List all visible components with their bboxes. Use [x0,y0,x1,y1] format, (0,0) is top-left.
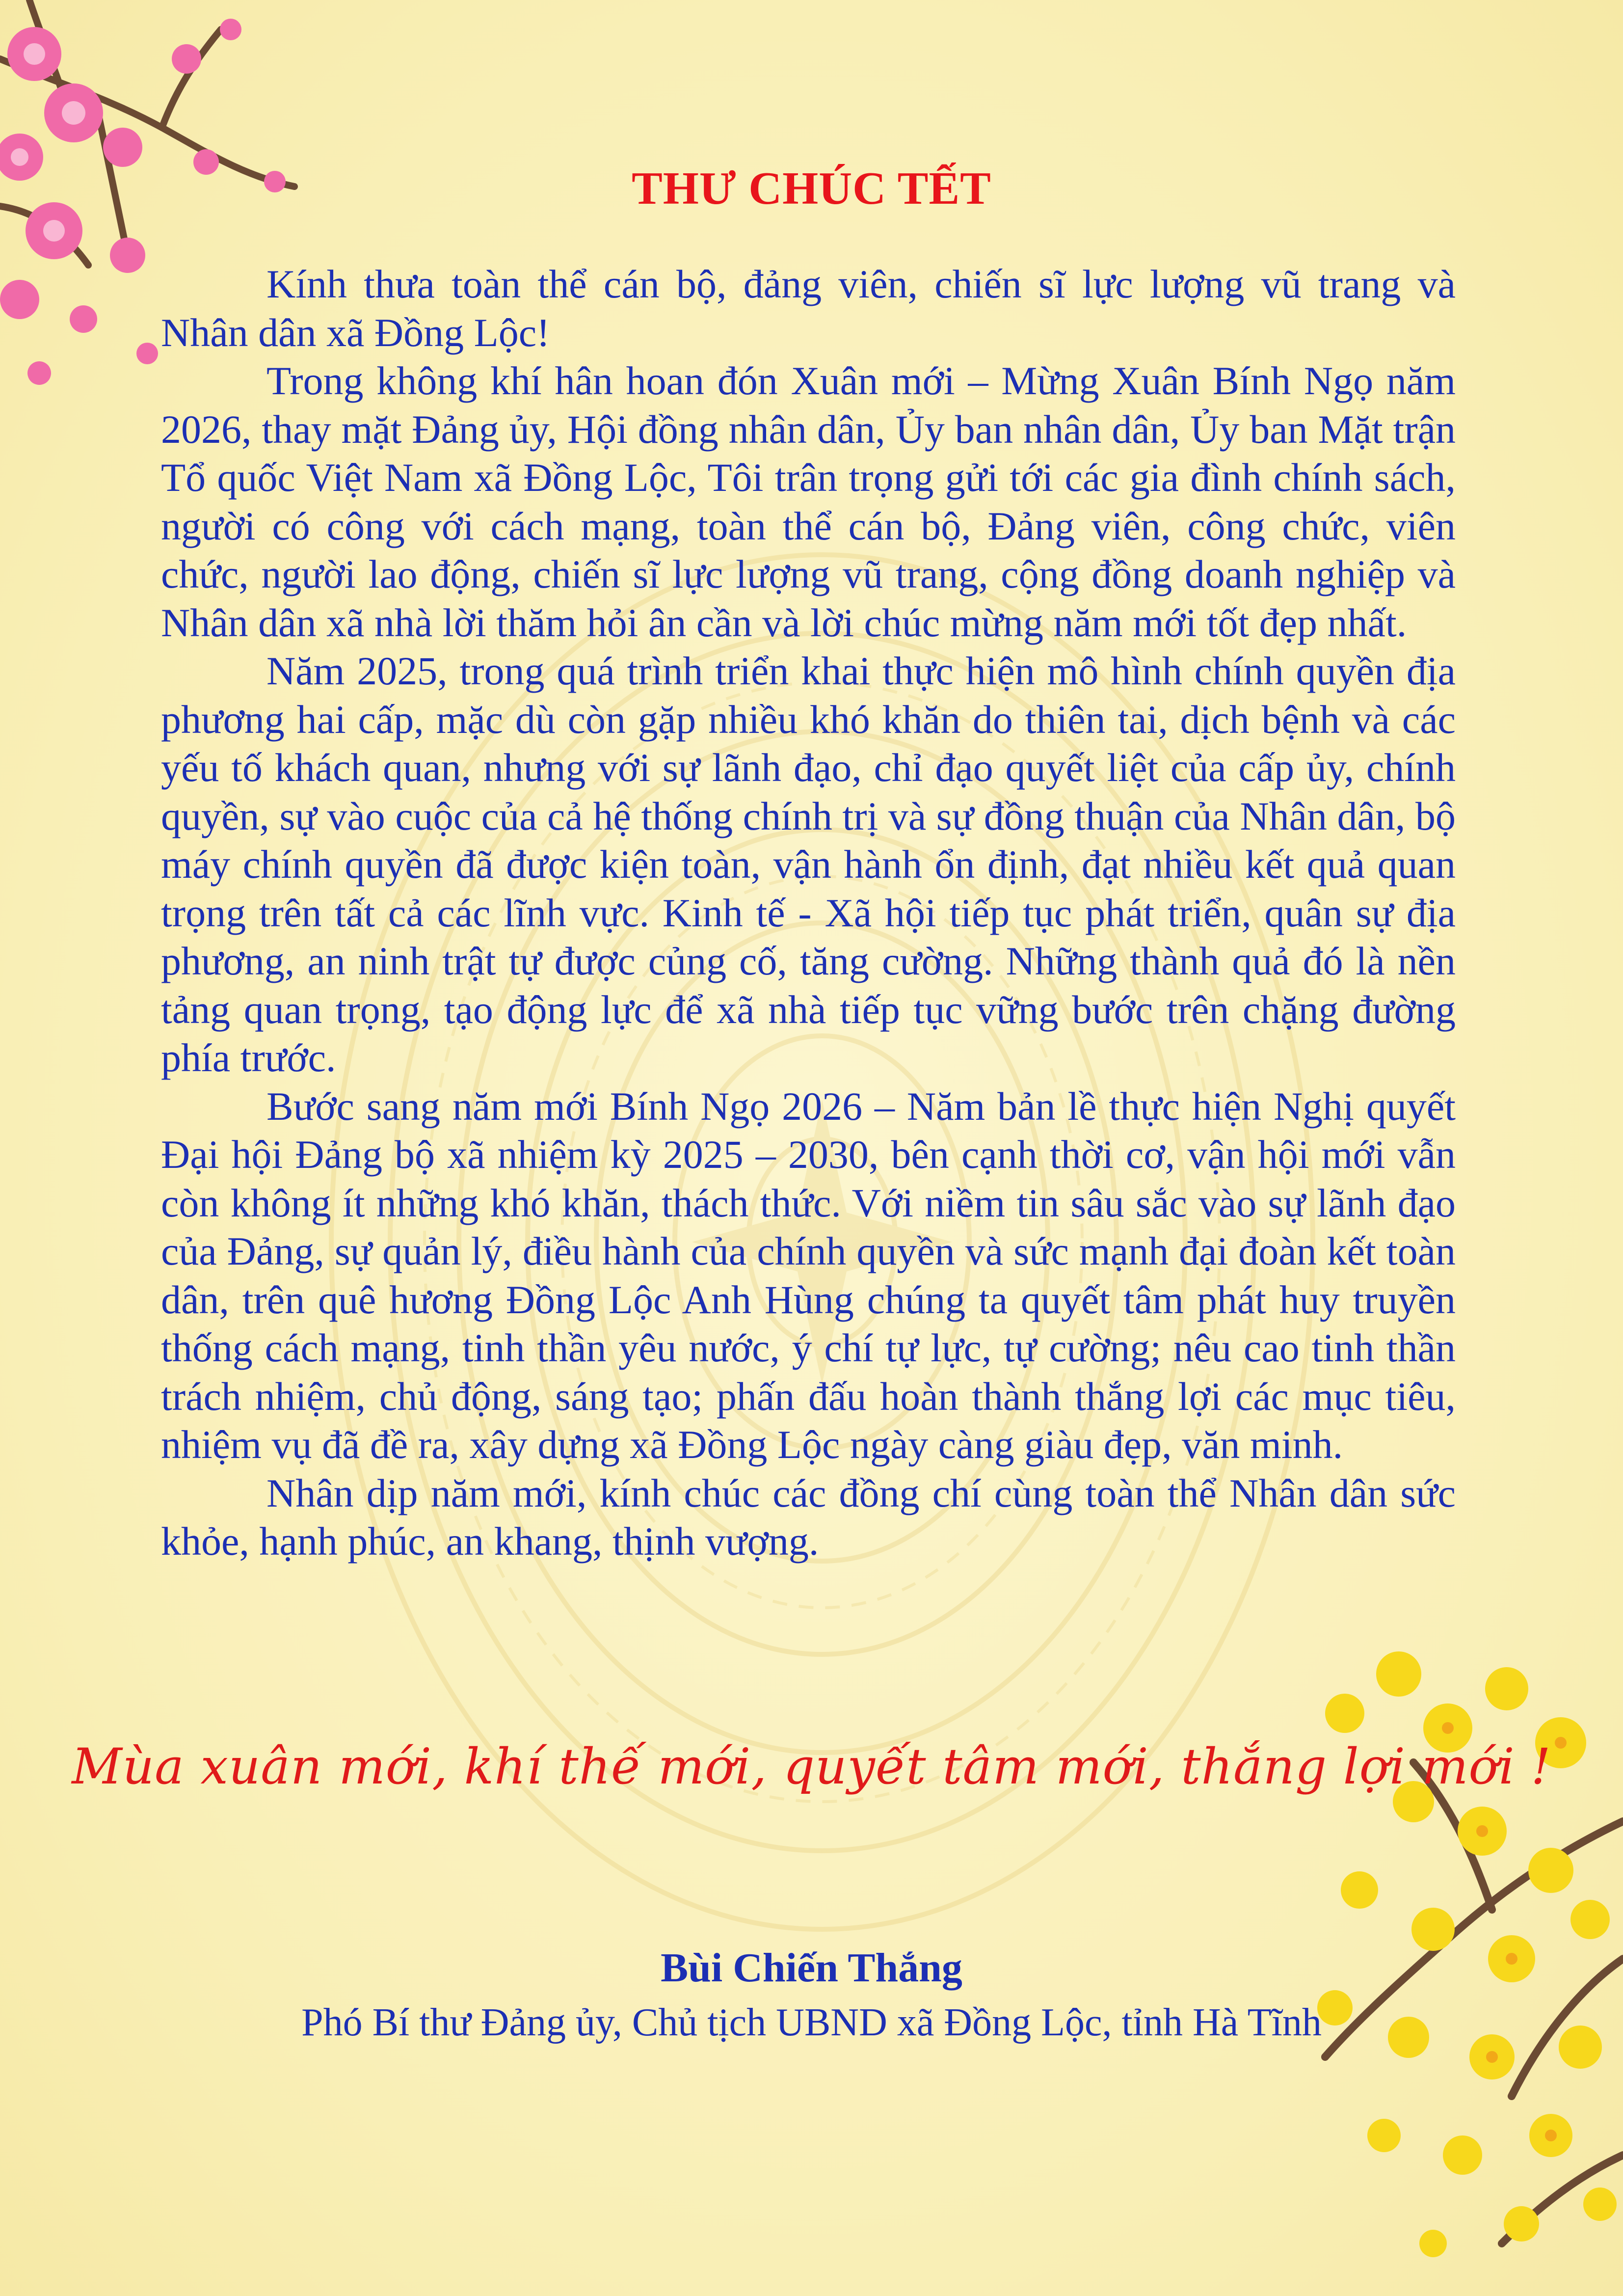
body-paragraph: Năm 2025, trong quá trình triển khai thực hiện mô hình chính quyền địa phương hai cấp, mặc dù còn gặp nhiều khó khăn do thiên tai, dịch bệnh và các yếu tố khách quan, nhưng với sự lãnh đạo, chỉ đạo quyết liệt của cấp ủy, chính quyền, sự vào cuộc của cả hệ thống chính trị và sự đồng thuận của Nhân dân, bộ máy chính quyền đã được kiện toàn, vận hành ổn định, đạt nhiều kết quả quan trọng trên tất cả các lĩnh vực. Kinh tế - Xã hội tiếp tục phát triển, quân sự địa phương, an ninh trật tự được củng cố, tăng cường. Những thành quả đó là nền tảng quan trọng, tạo động lực để xã nhà tiếp tục vững bước trên chặng đường phía trước. [161,648,1456,1080]
signer-title: Phó Bí thư Đảng ủy, Chủ tịch UBND xã Đồng Lộc, tỉnh Hà Tĩnh [301,2001,1322,2044]
closing-wish-paragraph: Nhân dịp năm mới, kính chúc các đồng chí cùng toàn thể Nhân dân sức khỏe, hạnh phúc, an khang, thịnh vượng. [161,1470,1456,1564]
salutation-paragraph: Kính thưa toàn thể cán bộ, đảng viên, chiến sĩ lực lượng vũ trang và Nhân dân xã Đồng Lộc! [161,262,1456,355]
new-year-slogan: Mùa xuân mới, khí thế mới, quyết tâm mới, thắng lợi mới ! [72,1738,1551,1795]
letter-body [161,260,1456,1566]
body-paragraph: Bước sang năm mới Bính Ngọ 2026 – Năm bản lề thực hiện Nghị quyết Đại hội Đảng bộ xã nhiệm kỳ 2025 – 2030, bên cạnh thời cơ, vận hội mới vẫn còn không ít những khó khăn, thách thức. Với niềm tin sâu sắc vào sự lãnh đạo của Đảng, sự quản lý, điều hành của chính quyền và sức mạnh đại đoàn kết toàn dân, trên quê hương Đồng Lộc Anh Hùng chúng ta quyết tâm phát huy truyền thống cách mạng, tinh thần yêu nước, ý chí tự lực, tự cường; nêu cao tinh thần trách nhiệm, chủ động, sáng tạo; phấn đấu hoàn thành thắng lợi các mục tiêu, nhiệm vụ đã đề ra, xây dựng xã Đồng Lộc ngày càng giàu đẹp, văn minh. [161,1083,1456,1467]
letter-title: THƯ CHÚC TẾT [632,163,991,214]
signer-name: Bùi Chiến Thắng [661,1945,962,1991]
body-paragraph: Trong không khí hân hoan đón Xuân mới – Mừng Xuân Bính Ngọ năm 2026, thay mặt Đảng ủy, Hội đồng nhân dân, Ủy ban nhân dân, Ủy ban Mặt trận Tổ quốc Việt Nam xã Đồng Lộc, Tôi trân trọng gửi tới các gia đình chính sách, người có công với cách mạng, toàn thể cán bộ, Đảng viên, công chức, viên chức, người lao động, chiến sĩ lực lượng vũ trang, cộng đồng doanh nghiệp và Nhân dân xã nhà lời thăm hỏi ân cần và lời chúc mừng năm mới tốt đẹp nhất. [161,358,1456,645]
